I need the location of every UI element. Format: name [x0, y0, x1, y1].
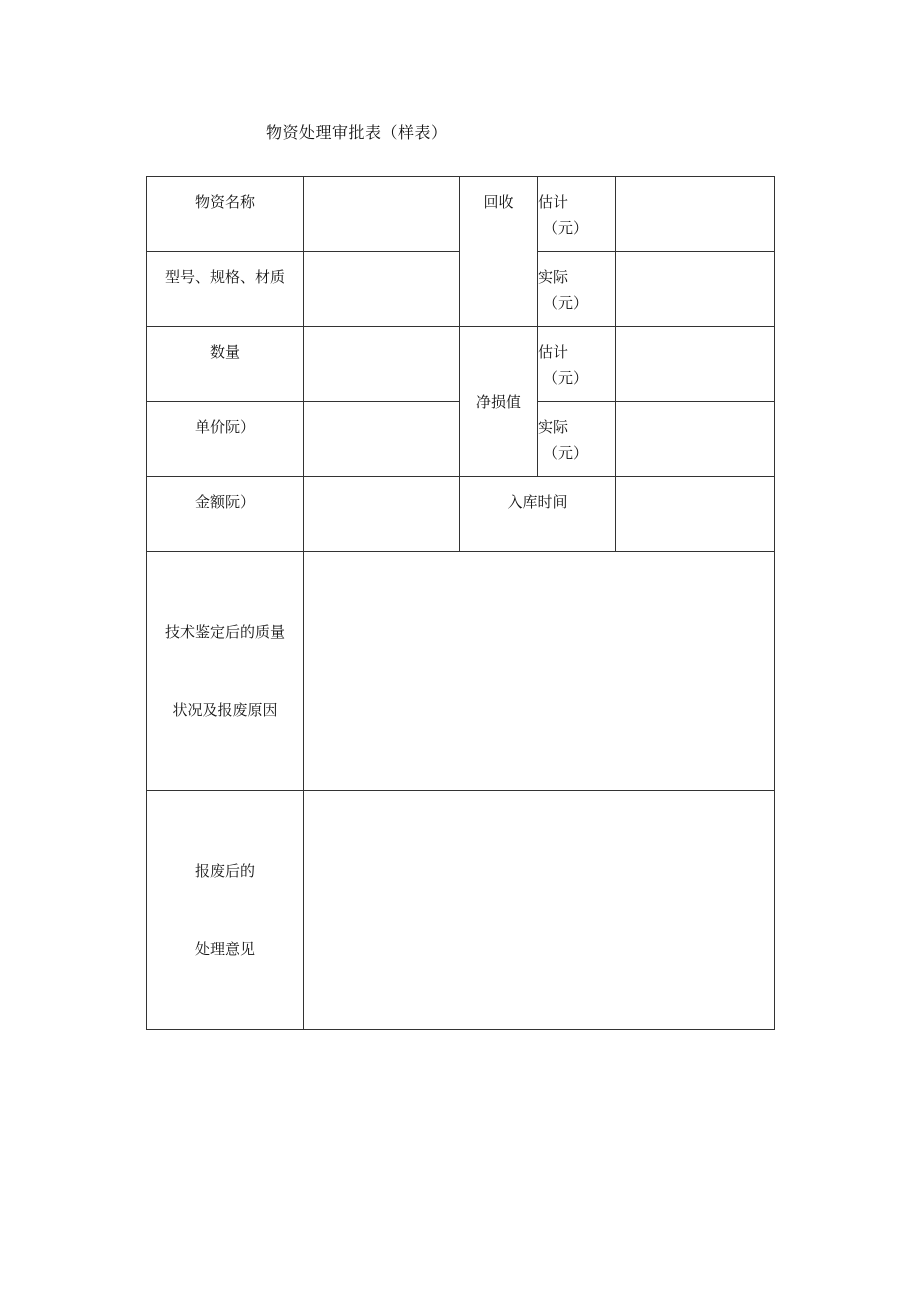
storage-time-field[interactable] [616, 477, 775, 552]
unit-text: （元） [543, 294, 589, 312]
unit-text: （元） [543, 369, 589, 387]
amount-field[interactable] [304, 477, 460, 552]
disposal-opinion-field[interactable] [304, 791, 775, 1030]
storage-time-label: 入库时间 [460, 477, 616, 552]
quality-label-line1: 技术鉴定后的质量 [164, 623, 285, 641]
net-loss-estimate-field[interactable] [616, 327, 775, 402]
net-loss-label: 净损值 [460, 327, 538, 477]
estimate-text: 估计 [538, 343, 569, 361]
unit-text: （元） [543, 444, 589, 462]
unit-text: （元） [543, 219, 589, 237]
actual-text: 实际 [538, 418, 569, 436]
quality-status-field[interactable] [304, 552, 775, 791]
quantity-field[interactable] [304, 327, 460, 402]
quantity-label: 数量 [147, 327, 304, 402]
table-row [147, 791, 775, 1030]
disposal-opinion-label [147, 791, 304, 1030]
net-loss-actual-label [538, 402, 616, 477]
table-row [147, 477, 775, 552]
recovery-estimate-label [538, 177, 616, 252]
quality-status-label [147, 552, 304, 791]
amount-label: 金额阮） [147, 477, 304, 552]
table-row [147, 177, 775, 252]
unit-price-field[interactable] [304, 402, 460, 477]
recovery-actual-label [538, 252, 616, 327]
disposal-label-line2: 处理意见 [194, 940, 255, 958]
net-loss-estimate-label [538, 327, 616, 402]
recovery-actual-field[interactable] [616, 252, 775, 327]
estimate-text: 估计 [538, 193, 569, 211]
model-spec-field[interactable] [304, 252, 460, 327]
table-row [147, 327, 775, 402]
approval-form-table [146, 176, 775, 1030]
net-loss-actual-field[interactable] [616, 402, 775, 477]
quality-label-line2: 状况及报废原因 [172, 701, 278, 719]
recovery-label: 回收 [460, 177, 538, 327]
table-row [147, 552, 775, 791]
item-name-field[interactable] [304, 177, 460, 252]
actual-text: 实际 [538, 268, 569, 286]
model-spec-label: 型号、规格、材质 [147, 252, 304, 327]
recovery-estimate-field[interactable] [616, 177, 775, 252]
item-name-label: 物资名称 [147, 177, 304, 252]
form-title: 物资处理审批表（样表） [266, 123, 448, 142]
disposal-label-line1: 报废后的 [194, 862, 255, 880]
unit-price-label: 单价阮） [147, 402, 304, 477]
